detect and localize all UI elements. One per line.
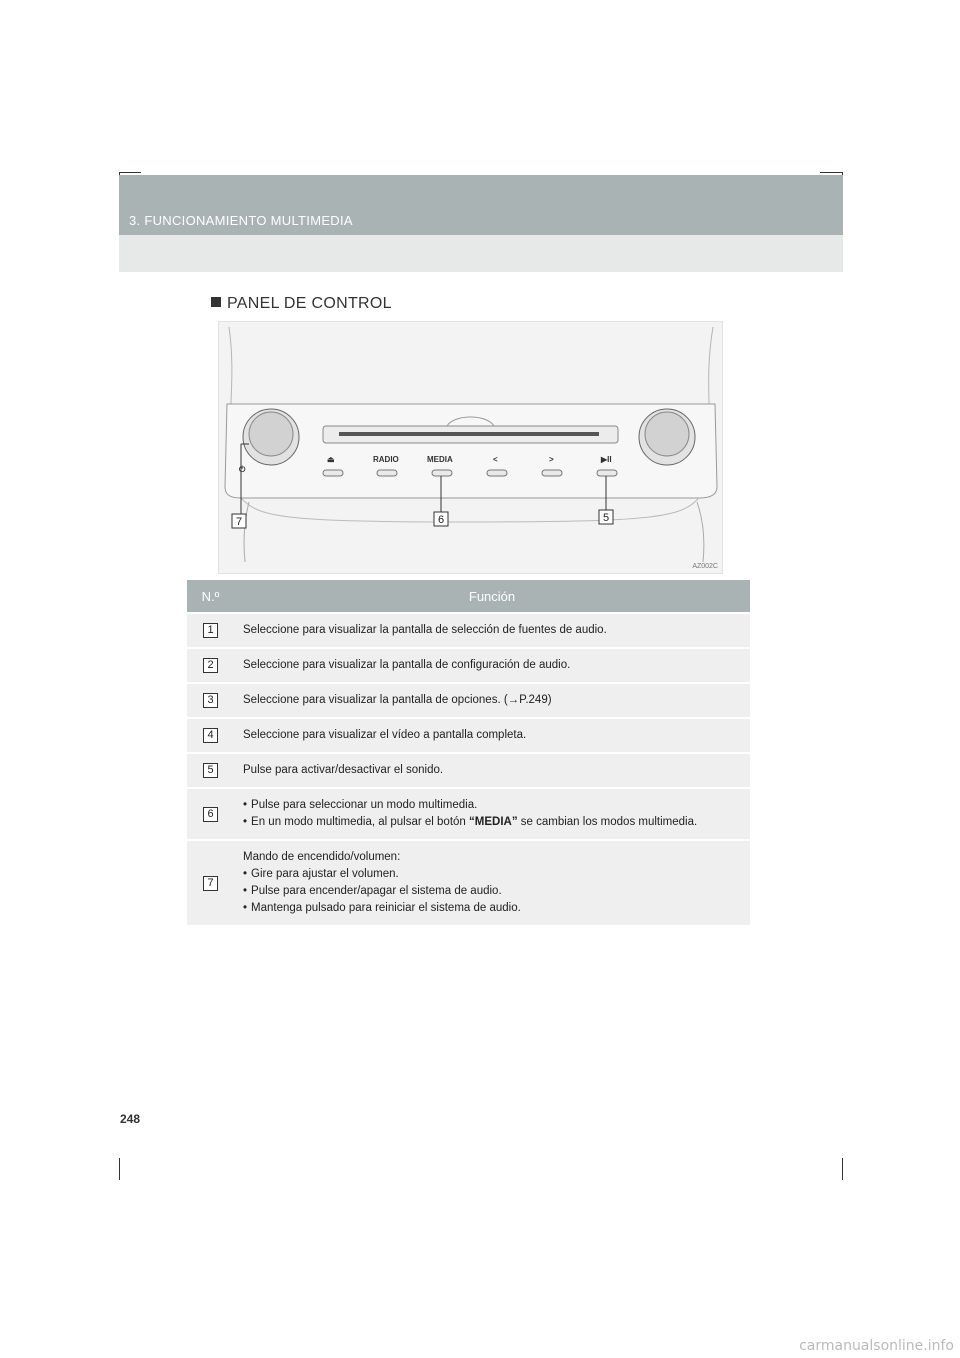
row-number: 3 bbox=[203, 693, 218, 708]
header-function: Función bbox=[234, 580, 750, 613]
prev-icon: < bbox=[493, 455, 498, 464]
header-number: N.º bbox=[187, 580, 234, 613]
figure-code: AZ002C bbox=[692, 563, 718, 570]
play-pause-icon: ▶II bbox=[601, 455, 612, 464]
eject-icon: ⏏ bbox=[327, 455, 335, 464]
row-number: 1 bbox=[203, 623, 218, 638]
row-number: 2 bbox=[203, 658, 218, 673]
row-number: 6 bbox=[203, 807, 218, 822]
section-heading bbox=[211, 295, 392, 313]
table-row bbox=[187, 613, 750, 648]
row-text: Pulse para activar/desactivar el sonido. bbox=[234, 753, 750, 788]
function-table bbox=[187, 580, 750, 925]
crop-mark bbox=[842, 1158, 843, 1180]
table-row bbox=[187, 718, 750, 753]
row-text: Seleccione para visualizar la pantalla de selección de fuentes de audio. bbox=[234, 613, 750, 648]
row-number: 4 bbox=[203, 728, 218, 743]
page-header bbox=[119, 175, 843, 272]
header-band bbox=[119, 175, 843, 235]
power-icon: ⏻ bbox=[239, 465, 246, 474]
footer-watermark: carmanualsonline.info bbox=[799, 1338, 954, 1354]
bullet-item: • Pulse para encender/apagar el sistema de audio. bbox=[243, 883, 742, 900]
table-row bbox=[187, 683, 750, 718]
row-intro: Mando de encendido/volumen: bbox=[243, 851, 401, 863]
row-text: Seleccione para visualizar la pantalla de opciones. (→P.249) bbox=[234, 683, 750, 718]
square-bullet-icon bbox=[211, 297, 221, 307]
bullet-item: • Gire para ajustar el volumen. bbox=[243, 866, 742, 883]
table-row bbox=[187, 840, 750, 925]
callout-5: 5 bbox=[603, 512, 610, 524]
radio-button-label: RADIO bbox=[373, 455, 399, 464]
chapter-title: 3. FUNCIONAMIENTO MULTIMEDIA bbox=[129, 213, 353, 228]
bullet-item: • En un modo multimedia, al pulsar el botón “MEDIA” se cambian los modos multimedia. bbox=[243, 814, 742, 831]
callout-7: 7 bbox=[236, 516, 243, 528]
control-panel-figure bbox=[218, 321, 723, 574]
table-row bbox=[187, 648, 750, 683]
next-icon: > bbox=[549, 455, 554, 464]
callout-6: 6 bbox=[438, 514, 445, 526]
row-number: 5 bbox=[203, 763, 218, 778]
page-number: 248 bbox=[120, 1112, 141, 1126]
media-keyword: “MEDIA” bbox=[469, 816, 518, 828]
row-text: Seleccione para visualizar la pantalla de configuración de audio. bbox=[234, 648, 750, 683]
table-header-row bbox=[187, 580, 750, 613]
table-row bbox=[187, 788, 750, 840]
crop-mark bbox=[820, 172, 842, 173]
section-title: PANEL DE CONTROL bbox=[227, 295, 392, 312]
media-button-label: MEDIA bbox=[427, 455, 453, 464]
bullet-item: • Mantenga pulsado para reiniciar el sistema de audio. bbox=[243, 900, 742, 917]
crop-mark bbox=[119, 172, 141, 173]
crop-mark bbox=[119, 1158, 120, 1180]
bullet-item: • Pulse para seleccionar un modo multimedia. bbox=[243, 797, 742, 814]
row-number: 7 bbox=[203, 876, 218, 891]
control-panel-illustration bbox=[219, 322, 722, 573]
row-text: Seleccione para visualizar el vídeo a pantalla completa. bbox=[234, 718, 750, 753]
table-row bbox=[187, 753, 750, 788]
